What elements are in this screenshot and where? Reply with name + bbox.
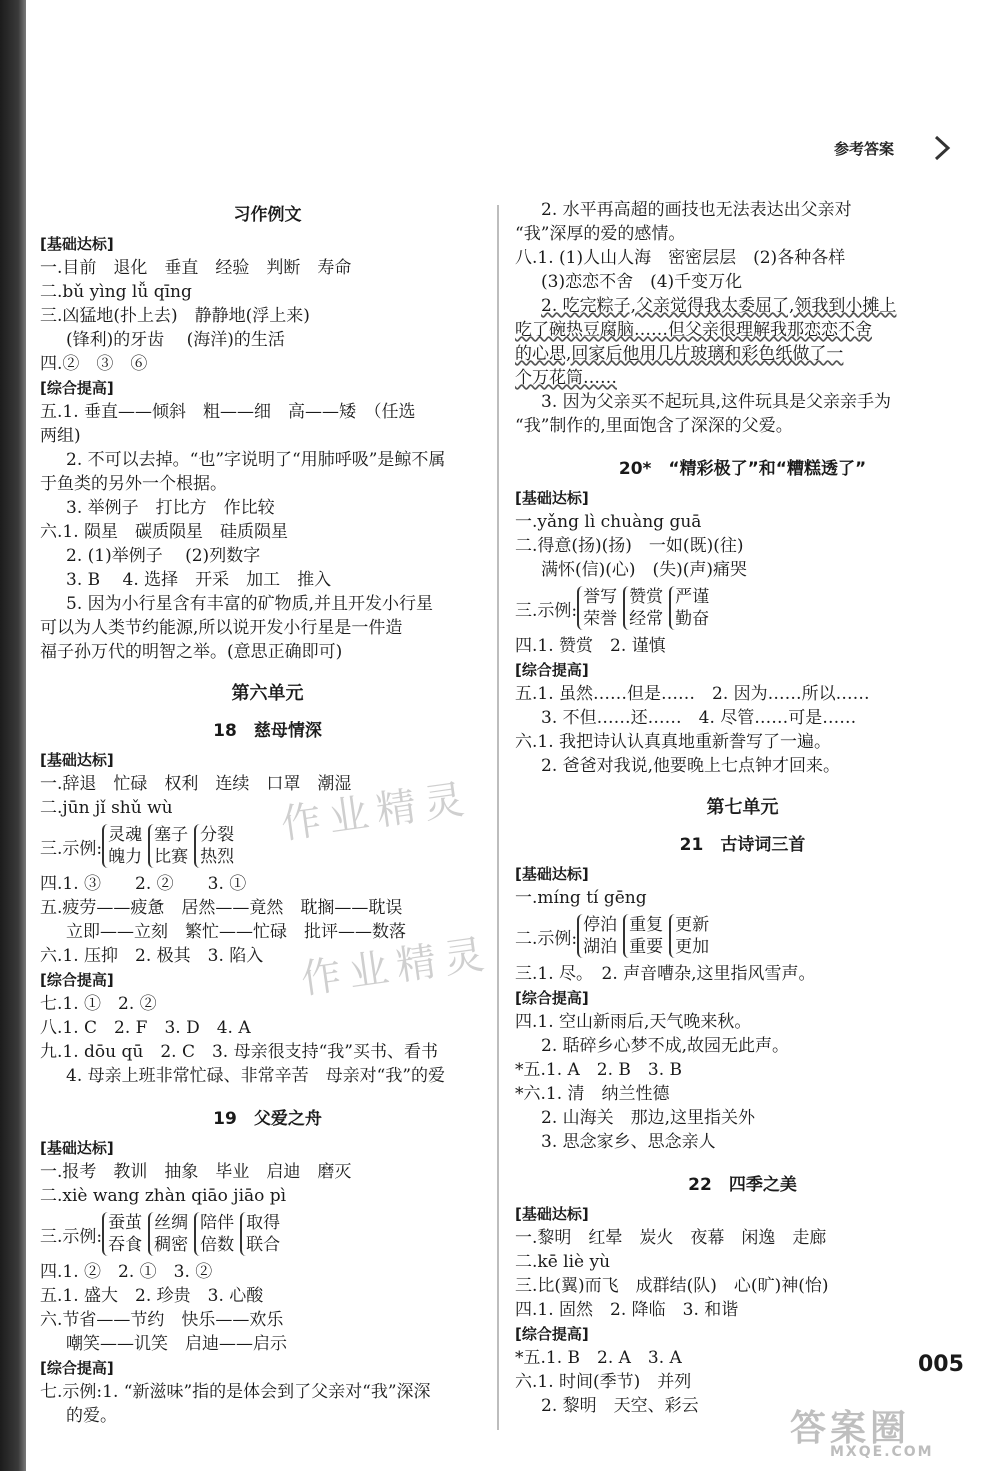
brace-word: 稠密 (154, 1235, 189, 1255)
brace-word: 湖泊 (583, 937, 618, 957)
answer-line: 四.② ③ ⑥ (40, 354, 148, 374)
brace-word: 陪伴 (200, 1213, 235, 1233)
answer-line: 三.1. 尽。 2. 声音嘈杂,这里指风雪声。 (515, 964, 816, 984)
section-label: [基础达标] (40, 751, 114, 769)
answer-line: 3. 举例子 打比方 作比较 (66, 498, 275, 518)
answer-line: 五.1. 虽然……但是…… 2. 因为……所以…… (515, 684, 870, 704)
brace-word: 取得 (246, 1213, 281, 1233)
answer-line: 一.yǎng lì chuàng guā (515, 512, 702, 532)
brace-word: 灵魂 (108, 825, 143, 845)
answer-line: 六.1. 我把诗认认真真地重新誊写了一遍。 (515, 732, 832, 752)
section-title: 20* “精彩极了”和“糟糕透了” (618, 459, 867, 479)
answer-line: 福子孙万代的明智之举。(意思正确即可) (40, 642, 343, 662)
brace-word: 蚕茧 (108, 1213, 143, 1233)
section-label: [基础达标] (515, 865, 589, 883)
answer-line: 一.黎明 红晕 炭火 夜幕 闲逸 走廊 (515, 1228, 827, 1248)
answer-line: 3. 思念家乡、思念亲人 (541, 1132, 716, 1152)
brace-word: 勤奋 (675, 609, 710, 629)
brace-word: 更加 (675, 937, 710, 957)
answer-line: 2. 黎明 天空、彩云 (541, 1396, 699, 1416)
brace-prefix: 二.示例: (515, 928, 578, 949)
brace-word: 比赛 (154, 847, 189, 867)
book-spine-shadow (0, 0, 26, 1471)
brace-word: 经常 (629, 609, 664, 629)
answer-line: 2. 山海关 那边,这里指关外 (541, 1108, 756, 1128)
brace-word: 丝绸 (154, 1213, 189, 1233)
brace-prefix: 三.示例: (40, 838, 103, 859)
answer-line: 二.得意(扬)(扬) 一如(既)(往) (515, 536, 744, 556)
answer-line: 的爱。 (66, 1406, 117, 1426)
answer-line: 2. 爸爸对我说,他要晚上七点钟才回来。 (541, 756, 841, 776)
header-label: 参考答案 (834, 140, 895, 158)
logo-text: 答案圈 (790, 1408, 911, 1449)
answer-line: 2. 水平再高超的画技也无法表达出父亲对 (541, 200, 852, 220)
brace-word: 重复 (629, 915, 664, 935)
answer-line: “我”制作的,里面饱含了深深的父爱。 (515, 416, 793, 436)
brace-word: 分裂 (200, 825, 235, 845)
page-header (820, 133, 950, 163)
answer-line: 二.jūn jǐ shǔ wù (40, 798, 173, 818)
answer-line: 八.1. (1)人山人海 密密层层 (2)各种各样 (515, 248, 846, 268)
answer-line: 3. 不但……还…… 4. 尽管……可是…… (541, 708, 857, 728)
brace-word: 誉写 (583, 587, 618, 607)
right-column (515, 198, 970, 1418)
answer-line: 四.1. 空山新雨后,天气晚来秋。 (515, 1012, 752, 1032)
brace-prefix: 三.示例: (40, 1226, 103, 1247)
answer-line: 八.1. C 2. F 3. D 4. A (40, 1018, 251, 1038)
column-divider (497, 205, 499, 1430)
logo-subtext: MXQE.COM (830, 1444, 934, 1460)
answer-line: 二.kē liè yù (515, 1252, 611, 1272)
answer-line: (锋利)的牙齿 (海洋)的生活 (66, 330, 285, 350)
page-number: 005 (918, 1352, 964, 1377)
watermark: 作业精灵 (298, 930, 495, 1004)
answer-line: 嘲笑——讥笑 启迪——启示 (66, 1334, 287, 1354)
answer-line: 4. 母亲上班非常忙碌、非常辛苦 母亲对“我”的爱 (66, 1066, 446, 1086)
answer-line: 3. 因为父亲买不起玩具,这件玩具是父亲亲手为 (541, 392, 892, 412)
answer-line: 三.凶猛地(扑上去) 静静地(浮上来) (40, 306, 310, 326)
answer-line: 六.1. 压抑 2. 极其 3. 陷入 (40, 946, 264, 966)
answer-line: 五.1. 盛大 2. 珍贵 3. 心酸 (40, 1286, 264, 1306)
answer-line: 一.辞退 忙碌 权利 连续 口罩 潮湿 (40, 774, 352, 794)
answer-line: 六.1. 时间(季节) 并列 (515, 1372, 692, 1392)
answer-line: 二.bǔ yìng lǚ qīng (40, 282, 192, 302)
answer-line: 五.疲劳——疲惫 居然——竟然 耽搁——耽误 (40, 898, 403, 918)
brace-word: 热烈 (200, 847, 235, 867)
section-label: [综合提高] (40, 971, 114, 989)
brace-word: 更新 (675, 915, 710, 935)
answer-line: 四.1. 固然 2. 降临 3. 和谐 (515, 1300, 739, 1320)
answer-line: 五.1. 垂直——倾斜 粗——细 高——矮 （任选 (40, 402, 416, 422)
brace-word: 停泊 (583, 915, 618, 935)
answer-line: 一.目前 退化 垂直 经验 判断 寿命 (40, 258, 352, 278)
section-label: [综合提高] (515, 989, 589, 1007)
section-title: 习作例文 (233, 205, 302, 225)
brace-word: 严谨 (675, 587, 710, 607)
answer-line: 5. 因为小行星含有丰富的矿物质,并且开发小行星 (66, 594, 434, 614)
brace-group (515, 910, 970, 962)
brace-prefix: 三.示例: (515, 600, 578, 621)
section-label: [基础达标] (515, 1205, 589, 1223)
answer-line: 立即——立刻 繁忙——忙碌 批评——数落 (66, 922, 406, 942)
answer-line: *五.1. A 2. B 3. B (515, 1060, 683, 1080)
answer-line: 六.节省——节约 快乐——欢乐 (40, 1310, 284, 1330)
answer-line: 四.1. ③ 2. ② 3. ① (40, 874, 247, 894)
brace-word: 荣誉 (583, 609, 618, 629)
site-logo (790, 1400, 980, 1460)
brace-word: 倍数 (200, 1235, 235, 1255)
answer-line: 2. (1)举例子 (2)列数字 (66, 546, 261, 566)
answer-line: 3. B 4. 选择 开采 加工 推入 (66, 570, 332, 590)
answer-line: 2. 吃完粽子,父亲觉得我太委屈了,领我到小摊上 (541, 296, 897, 316)
brace-word: 塞子 (154, 825, 189, 845)
answer-line: *六.1. 清 纳兰性德 (515, 1084, 670, 1104)
section-label: [基础达标] (515, 489, 589, 507)
brace-word: 赞赏 (629, 587, 664, 607)
section-title: 18 慈母情深 (213, 721, 322, 741)
answer-line: 三.比(翼)而飞 成群结(队) 心(旷)神(怡) (515, 1276, 829, 1296)
answer-line: 六.1. 陨星 碳质陨星 硅质陨星 (40, 522, 289, 542)
answer-line: 个万花筒…… (515, 368, 617, 388)
brace-word: 吞食 (108, 1235, 143, 1255)
section-label: [综合提高] (40, 1359, 114, 1377)
section-label: [综合提高] (40, 379, 114, 397)
answer-line: 二.xiè wang zhàn qiāo jiāo pì (40, 1186, 287, 1206)
answer-line: 七.1. ① 2. ② (40, 994, 157, 1014)
answer-line: 吃了碗热豆腐脑……但父亲很理解我那恋恋不舍 (515, 320, 872, 340)
section-label: [综合提高] (515, 661, 589, 679)
answer-line: 于鱼类的另外一个根据。 (40, 474, 227, 494)
answer-line: *五.1. B 2. A 3. A (515, 1348, 682, 1368)
answer-line: 四.1. ② 2. ① 3. ② (40, 1262, 213, 1282)
brace-word: 魄力 (108, 847, 143, 867)
answer-line: 一.míng tí gēng (515, 888, 647, 908)
brace-word: 重要 (629, 937, 664, 957)
answer-line: 可以为人类节约能源,所以说开发小行星是一件造 (40, 618, 403, 638)
section-label: [综合提高] (515, 1325, 589, 1343)
answer-line: 的心思,回家后他用几片玻璃和彩色纸做了一 (515, 344, 844, 364)
brace-word: 联合 (246, 1235, 281, 1255)
answer-line: 九.1. dōu qū 2. C 3. 母亲很支持“我”买书、看书 (40, 1042, 438, 1062)
section-label: [基础达标] (40, 235, 114, 253)
answer-line: 两组) (40, 426, 81, 446)
answer-line: 四.1. 赞赏 2. 谨慎 (515, 636, 666, 656)
answer-line: 2. 聒碎乡心梦不成,故园无此声。 (541, 1036, 790, 1056)
answer-line: 一.报考 教训 抽象 毕业 启迪 磨灭 (40, 1162, 352, 1182)
answer-line: (3)恋恋不舍 (4)千变万化 (541, 272, 743, 292)
answer-line: 2. 不可以去掉。“也”字说明了“用肺呼吸”是鲸不属 (66, 450, 446, 470)
brace-group (515, 582, 970, 634)
chevron-right-icon (932, 133, 954, 163)
answer-line: “我”深厚的爱的感情。 (515, 224, 686, 244)
section-title: 21 古诗词三首 (679, 835, 806, 855)
unit-title: 第七单元 (706, 797, 779, 818)
answer-line: 满怀(信)(心) (失)(声)痛哭 (541, 560, 748, 580)
answer-line: 七.示例:1. “新滋味”指的是体会到了父亲对“我”深深 (40, 1382, 431, 1402)
watermark: 作业精灵 (278, 775, 475, 849)
section-title: 22 四季之美 (688, 1175, 797, 1195)
section-label: [基础达标] (40, 1139, 114, 1157)
section-title: 19 父爱之舟 (213, 1109, 322, 1129)
unit-title: 第六单元 (231, 683, 304, 704)
brace-group (40, 1208, 495, 1260)
